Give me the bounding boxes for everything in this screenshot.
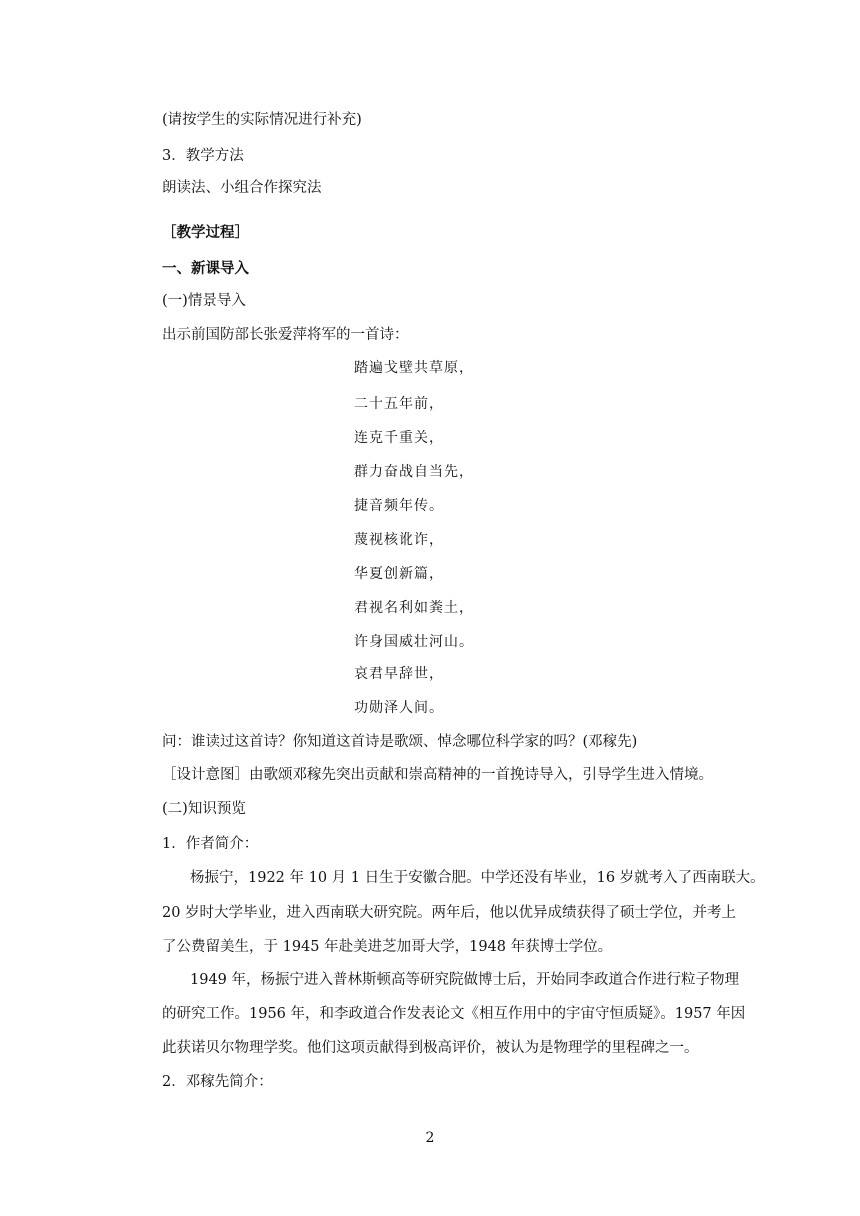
yang-paragraph-line: 20 岁时大学毕业，进入西南联大研究院。两年后，他以优异成绩获得了硕士学位，并考上 bbox=[162, 905, 737, 921]
knowledge-preview-heading: (二)知识预览 bbox=[162, 801, 246, 817]
question-line: 问：谁读过这首诗？你知道这首诗是歌颂、悼念哪位科学家的吗？(邓稼先) bbox=[162, 734, 638, 750]
poem-line: 群力奋战自当先， bbox=[354, 464, 474, 480]
poem-line: 哀君早辞世， bbox=[354, 666, 444, 682]
poem-intro-line: 出示前国防部长张爱萍将军的一首诗： bbox=[162, 327, 409, 343]
author-intro-heading: 1．作者简介： bbox=[162, 836, 259, 852]
poem-line: 华夏创新篇， bbox=[354, 566, 444, 582]
yang-paragraph-line: 了公费留美生，于 1945 年赴美进芝加哥大学，1948 年获博士学位。 bbox=[162, 939, 613, 955]
deng-intro-heading: 2．邓稼先简介： bbox=[162, 1074, 273, 1090]
poem-line: 蔑视核讹诈， bbox=[354, 532, 444, 548]
poem-line: 功勋泽人间。 bbox=[354, 700, 444, 716]
poem-line: 踏遍戈壁共草原， bbox=[354, 360, 474, 376]
poem-line: 二十五年前， bbox=[354, 396, 444, 412]
yang-paragraph-line: 杨振宁，1922 年 10 月 1 日生于安徽合肥。中学还没有毕业，16 岁就考入了西南联大。 bbox=[190, 870, 765, 886]
poem-line: 许身国威壮河山。 bbox=[354, 634, 474, 650]
page-number: 2 bbox=[425, 1130, 435, 1146]
teaching-process-heading: ［教学过程］ bbox=[162, 224, 249, 241]
teaching-method-heading: 3．教学方法 bbox=[162, 148, 244, 164]
supplement-note: (请按学生的实际情况进行补充) bbox=[162, 112, 362, 128]
poem-line: 君视名利如粪土， bbox=[354, 600, 474, 616]
new-lesson-intro-heading: 一、新课导入 bbox=[162, 260, 249, 277]
yang-research-paragraph-line: 此获诺贝尔物理学奖。他们这项贡献得到极高评价，被认为是物理学的里程碑之一。 bbox=[162, 1040, 699, 1056]
yang-research-paragraph-line: 1949 年，杨振宁进入普林斯顿高等研究院做博士后，开始同李政道合作进行粒子物理 bbox=[190, 972, 740, 988]
yang-research-paragraph-line: 的研究工作。1956 年，和李政道合作发表论文《相互作用中的宇宙守恒质疑》。1957 年因 bbox=[162, 1006, 746, 1022]
poem-line: 捷音频年传。 bbox=[354, 498, 444, 514]
design-intent-line: ［设计意图］由歌颂邓稼先突出贡献和崇高精神的一首挽诗导入，引导学生进入情境。 bbox=[162, 767, 713, 783]
scenario-intro-heading: (一)情景导入 bbox=[162, 293, 246, 309]
teaching-method-text: 朗读法、小组合作探究法 bbox=[162, 180, 322, 196]
poem-line: 连克千重关， bbox=[354, 430, 444, 446]
